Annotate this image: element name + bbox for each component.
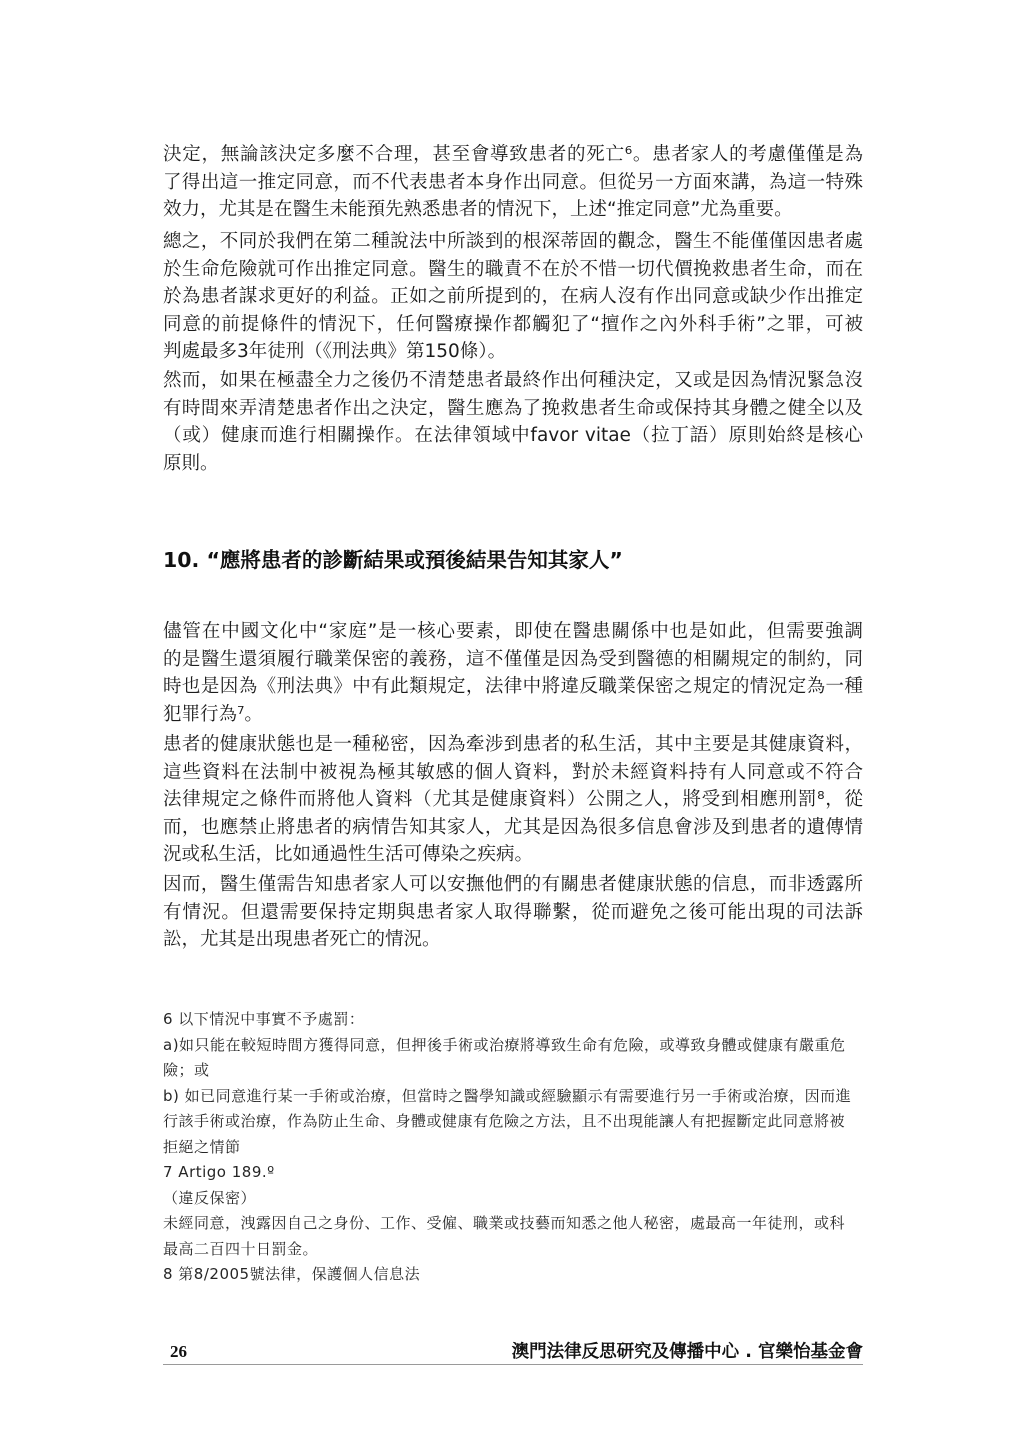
paragraph-line: 判處最多3年徒刑（《刑法典》第150條）。 bbox=[163, 341, 507, 362]
paragraph-line: 了得出這一推定同意，而不代表患者本身作出同意。但從另一方面來講，為這一特殊 bbox=[163, 171, 863, 193]
footnote-line: b) 如已同意進行某一手術或治療，但當時之醫學知識或經驗顯示有需要進行另一手術或治療，因而進 bbox=[163, 1086, 852, 1105]
paragraph-line: 效力，尤其是在醫生未能預先熟悉患者的情況下，上述“推定同意”尤為重要。 bbox=[163, 199, 793, 220]
paragraph bbox=[163, 141, 863, 224]
paragraph bbox=[163, 618, 863, 728]
footnote-line: 6 以下情況中事實不予處罰： bbox=[163, 1010, 365, 1028]
paragraph-line: 犯罪行為⁷。 bbox=[163, 703, 263, 725]
footnote-line: 拒絕之情節 bbox=[163, 1137, 241, 1156]
paragraph-line: 決定，無論該決定多麼不合理，甚至會導致患者的死亡⁶。患者家人的考慮僅僅是為 bbox=[163, 144, 863, 165]
footnote-line: 8 第8/2005號法律，保護個人信息法 bbox=[163, 1265, 421, 1283]
paragraph bbox=[163, 731, 863, 869]
paragraph-line: 原則。 bbox=[163, 452, 219, 474]
paragraph-line: 因而，醫生僅需告知患者家人可以安撫他們的有關患者健康狀態的信息，而非透露所 bbox=[163, 874, 863, 895]
paragraph-line: 於為患者謀求更好的利益。正如之前所提到的，在病人沒有作出同意或缺少作出推定 bbox=[163, 286, 863, 307]
paragraph-line: 的是醫生還須履行職業保密的義務，這不僅僅是因為受到醫德的相關規定的制約，同 bbox=[163, 648, 863, 670]
paragraph-line: （或）健康而進行相關操作。在法律領域中favor vitae（拉丁語）原則始終是核心 bbox=[163, 425, 863, 446]
section-heading: 10. “應將患者的診斷結果或預後結果告知其家人” bbox=[163, 548, 623, 572]
paragraph-line: 於生命危險就可作出推定同意。醫生的職責不在於不惜一切代價挽救患者生命，而在 bbox=[163, 258, 863, 280]
footnote-line: a)如只能在較短時間方獲得同意，但押後手術或治療將導致生命有危險，或導致身體或健康有嚴重危 bbox=[163, 1035, 846, 1054]
paragraph-line: 總之，不同於我們在第二種說法中所談到的根深蒂固的觀念，醫生不能僅僅因患者處 bbox=[163, 231, 863, 252]
footer-rule bbox=[163, 1364, 863, 1365]
footnotes bbox=[163, 1007, 863, 1288]
footnote-line: 險；或 bbox=[163, 1061, 210, 1079]
footnote-line: 未經同意，洩露因自己之身份、工作、受僱、職業或技藝而知悉之他人秘密，處最高一年徒刑，或科 bbox=[163, 1214, 846, 1232]
paragraph-line: 法律規定之條件而將他人資料（尤其是健康資料）公開之人，將受到相應刑罰⁸，從 bbox=[163, 789, 863, 810]
footnote-line: 7 Artigo 189.º bbox=[163, 1163, 275, 1181]
paragraph-line: 這些資料在法制中被視為極其敏感的個人資料，對於未經資料持有人同意或不符合 bbox=[163, 761, 863, 783]
paragraph bbox=[163, 367, 863, 477]
page-number: 26 bbox=[170, 1342, 187, 1361]
paragraph-line: 訟，尤其是出現患者死亡的情況。 bbox=[163, 929, 441, 950]
footnote-line: 行該手術或治療，作為防止生命、身體或健康有危險之方法，且不出現能讓人有把握斷定此同意將被 bbox=[163, 1112, 846, 1130]
footer-publisher: 澳門法律反思研究及傳播中心 . 官樂怡基金會 bbox=[511, 1342, 863, 1362]
paragraph-line: 然而，如果在極盡全力之後仍不清楚患者最終作出何種決定，又或是因為情況緊急沒 bbox=[163, 370, 863, 391]
paragraph-line: 有情況。但還需要保持定期與患者家人取得聯繫，從而避免之後可能出現的司法訴 bbox=[163, 901, 863, 923]
paragraph-line: 儘管在中國文化中“家庭”是一核心要素，即使在醫患關係中也是如此，但需要強調 bbox=[163, 621, 863, 642]
paragraph-line: 況或私生活，比如通過性生活可傳染之疾病。 bbox=[163, 844, 534, 865]
paragraph-line: 有時間來弄清楚患者作出之決定，醫生應為了挽救患者生命或保持其身體之健全以及 bbox=[163, 397, 863, 419]
paragraph bbox=[163, 228, 863, 366]
paragraph-line: 時也是因為《刑法典》中有此類規定，法律中將違反職業保密之規定的情況定為一種 bbox=[163, 676, 863, 697]
footnote-line: （違反保密） bbox=[163, 1188, 257, 1207]
footnote-line: 最高二百四十日罰金。 bbox=[163, 1239, 319, 1258]
paragraph-line: 患者的健康狀態也是一種秘密，因為牽涉到患者的私生活，其中主要是其健康資料， bbox=[163, 734, 863, 755]
paragraph-line: 同意的前提條件的情況下，任何醫療操作都觸犯了“擅作之內外科手術”之罪，可被 bbox=[163, 313, 863, 335]
paragraph bbox=[163, 871, 863, 954]
paragraph-line: 而，也應禁止將患者的病情告知其家人，尤其是因為很多信息會涉及到患者的遺傳情 bbox=[163, 816, 863, 838]
